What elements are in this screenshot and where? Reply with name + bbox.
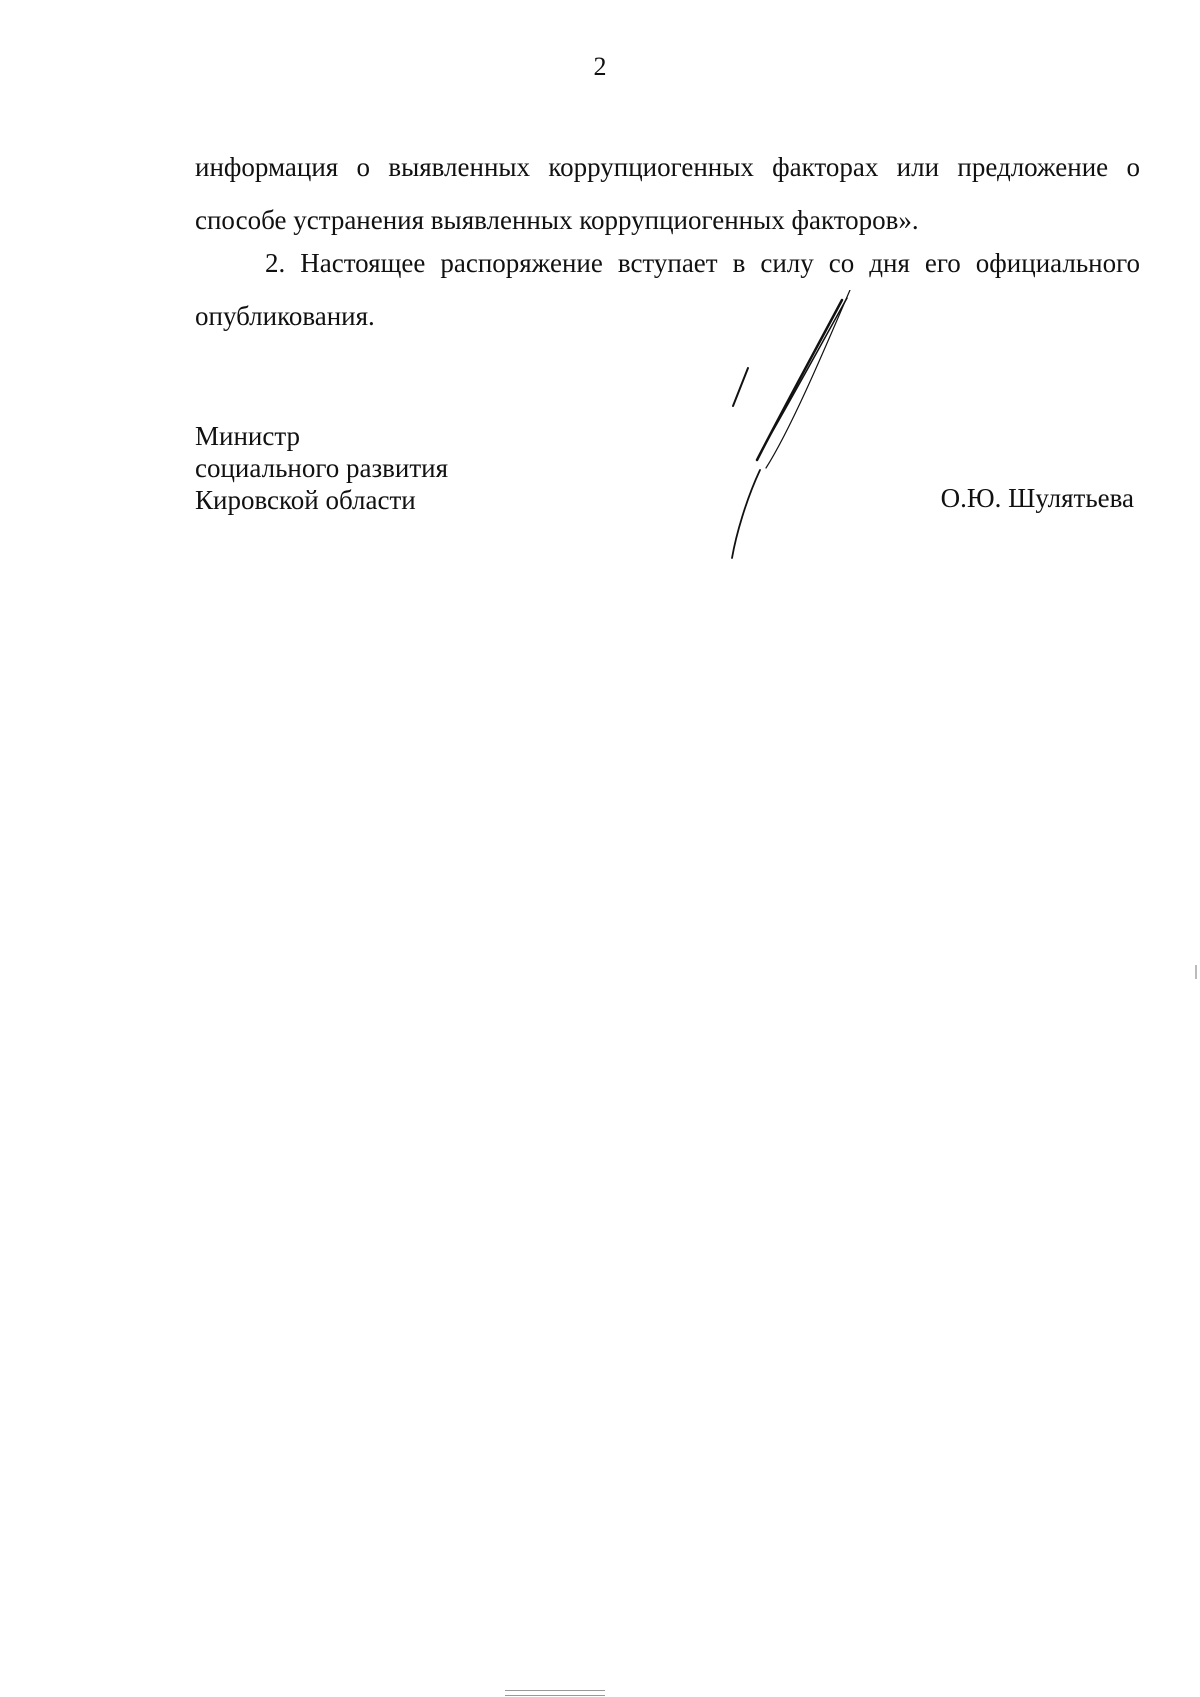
signatory-title-line: Кировской области [195, 485, 416, 515]
signatory-name: О.Ю. Шулятьева [940, 483, 1134, 513]
paragraph-text: информация о выявленных коррупциогенных факторах или предложение о способе устранения выявленных коррупциогенных факторов». [195, 152, 1140, 235]
signatory-title-line: Министр [195, 421, 300, 451]
paragraph-text: 2. Настоящее распоряжение вступает в силу со дня его официального опубликования. [195, 248, 1140, 331]
signatory-title [195, 420, 448, 516]
scan-speck [1195, 965, 1197, 979]
page-number: 2 [593, 52, 607, 81]
paragraph-effective-date [195, 237, 1140, 343]
paragraph-continuation [195, 141, 1140, 247]
signatory-title-line: социального развития [195, 453, 449, 483]
footer-mark [505, 1690, 605, 1696]
handwritten-signature [730, 290, 910, 580]
